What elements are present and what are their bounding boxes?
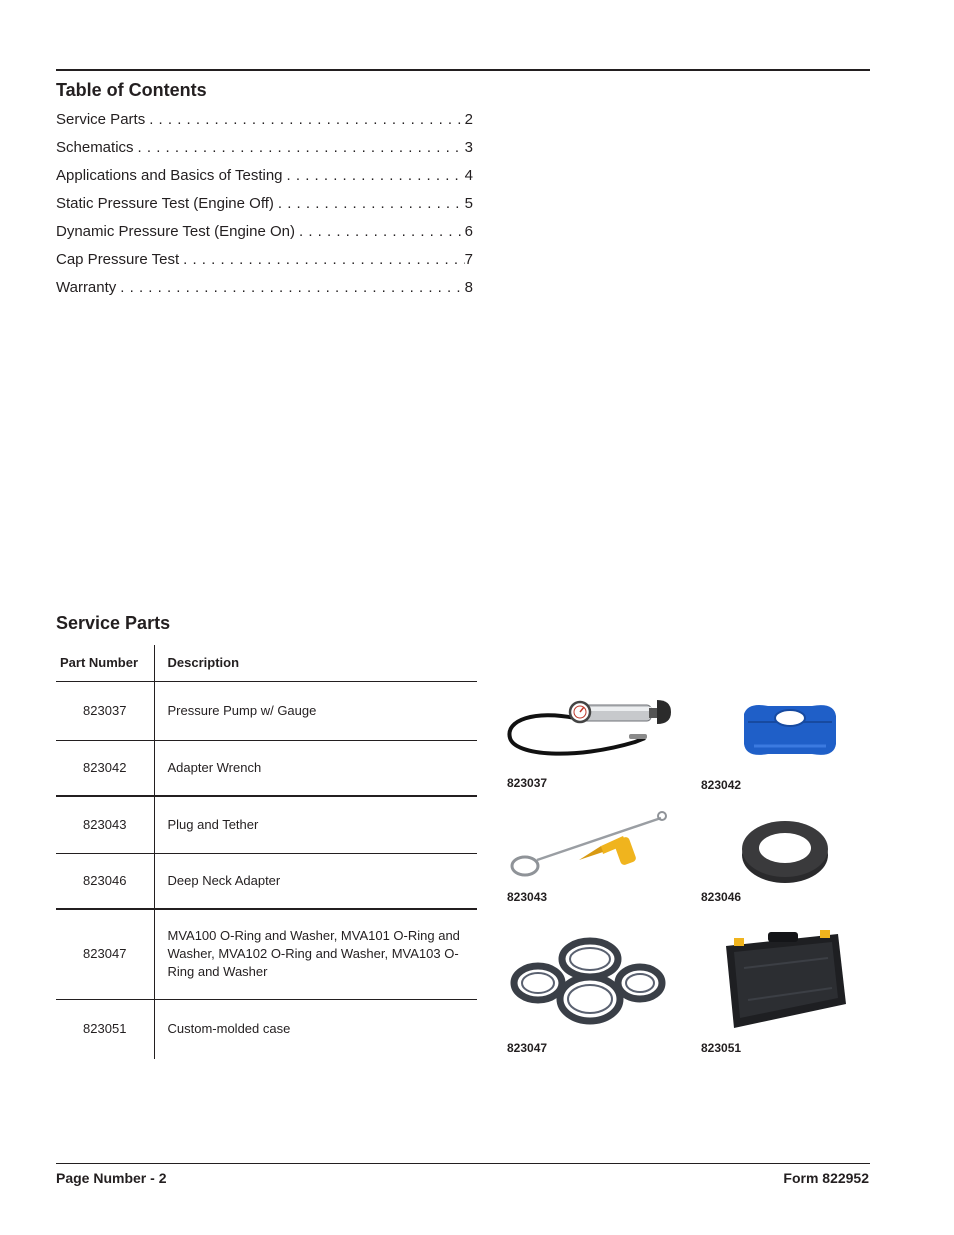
- image-caption: 823043: [507, 890, 548, 904]
- toc-entry[interactable]: [56, 279, 473, 307]
- toc-entry-page: 6: [464, 223, 473, 240]
- toc-entry-page: 3: [464, 139, 473, 156]
- plug-tether-icon: [505, 808, 670, 883]
- toc-leader-dots: [179, 251, 465, 268]
- toc-entry-page: 7: [464, 251, 473, 268]
- toc-leader-dots: [283, 167, 465, 184]
- table-row: [56, 999, 477, 1059]
- image-caption: 823037: [507, 776, 548, 790]
- service-parts-title: Service Parts: [56, 613, 171, 633]
- table-header-row: [56, 645, 477, 681]
- table-row: [56, 796, 477, 853]
- image-caption: 823047: [507, 1041, 548, 1055]
- o-ring-washers-icon: [508, 935, 668, 1030]
- part-number-cell: 823051: [56, 999, 154, 1059]
- toc-entry-label: Static Pressure Test (Engine Off): [56, 195, 274, 212]
- toc-leader-dots: [295, 223, 465, 240]
- toc-leader-dots: [145, 111, 464, 128]
- toc-entry[interactable]: [56, 139, 473, 167]
- description-cell: Custom-molded case: [167, 1021, 291, 1037]
- part-number-cell: 823042: [56, 740, 154, 796]
- table-row: [56, 853, 477, 909]
- table-row: [56, 909, 477, 999]
- toc-entry-page: 4: [464, 167, 473, 184]
- table-row: [56, 681, 477, 740]
- toc-entry[interactable]: [56, 195, 473, 223]
- image-caption: 823046: [701, 890, 742, 904]
- header-description: Description: [154, 645, 477, 681]
- description-cell: Plug and Tether: [154, 796, 477, 853]
- toc-entry[interactable]: [56, 167, 473, 195]
- toc-entry-page: 2: [464, 111, 473, 128]
- description-cell: Deep Neck Adapter: [154, 853, 477, 909]
- toc-entry-label: Service Parts: [56, 111, 146, 128]
- image-caption: 823042: [701, 778, 742, 792]
- toc-entry-page: 5: [464, 195, 473, 212]
- toc-entry[interactable]: [56, 111, 473, 139]
- service-parts-table: [56, 645, 477, 1059]
- toc-entry-label: Dynamic Pressure Test (Engine On): [56, 223, 295, 240]
- deep-neck-adapter-icon: [740, 815, 830, 885]
- toc-entry-label: Applications and Basics of Testing: [56, 167, 283, 184]
- part-number-cell: 823047: [56, 909, 154, 999]
- header-part-number: Part Number: [56, 645, 154, 681]
- toc-entry-label: Schematics: [56, 139, 134, 156]
- footer-page-number: Page Number - 2: [56, 1170, 167, 1186]
- adapter-wrench-icon: [738, 700, 842, 760]
- description-cell: MVA100 O-Ring and Washer, MVA101 O-Ring and Washer, MVA102 O-Ring and Washer, MVA103 O-Ring and Washer: [154, 909, 477, 999]
- description-cell: Adapter Wrench: [154, 740, 477, 796]
- part-number-cell: 823046: [56, 853, 154, 909]
- toc-leader-dots: [134, 139, 465, 156]
- toc-entry-page: 8: [464, 279, 473, 296]
- image-caption: 823051: [701, 1041, 742, 1055]
- toc-title: Table of Contents: [56, 80, 207, 100]
- table-row: [56, 740, 477, 796]
- part-number-cell: 823037: [56, 681, 154, 740]
- part-number-cell: 823043: [56, 796, 154, 853]
- toc-leader-dots: [274, 195, 465, 212]
- toc-list: [56, 111, 473, 307]
- toc-entry-label: Warranty: [56, 279, 117, 296]
- toc-entry[interactable]: [56, 223, 473, 251]
- molded-case-icon: [720, 928, 848, 1033]
- toc-entry-label: Cap Pressure Test: [56, 251, 180, 268]
- top-rule: [56, 69, 870, 71]
- footer-rule: [56, 1163, 870, 1164]
- pressure-pump-icon: [505, 690, 680, 770]
- footer-form-number: Form 822952: [783, 1170, 869, 1186]
- description-cell: Pressure Pump w/ Gauge: [154, 681, 477, 740]
- toc-leader-dots: [116, 279, 464, 296]
- toc-entry[interactable]: [56, 251, 473, 279]
